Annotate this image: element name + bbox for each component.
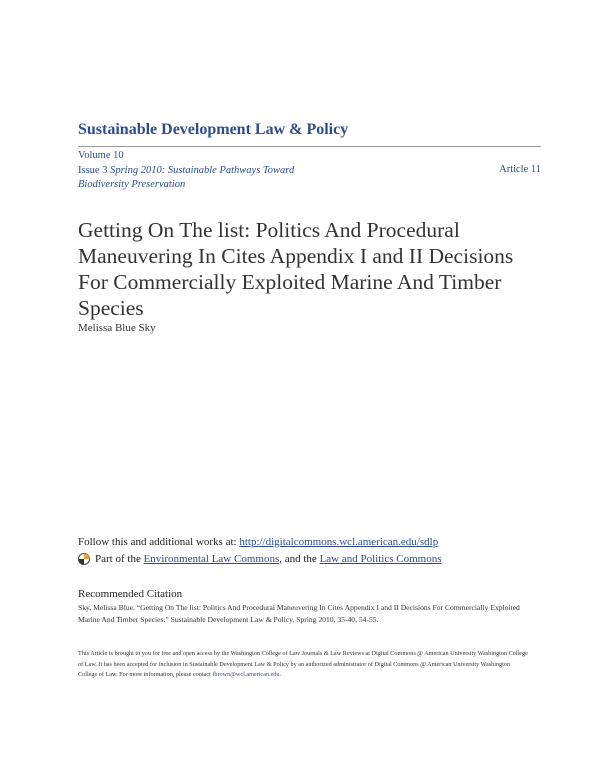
footer-text: This Article is brought to you for free and open access by the Washington College of Law Journals & Law Reviews at Digital Commons @ American University Washington College of Law. It has been accepted for inclusion in Sustainable Development Law & Policy by an authorized administrator of Digital Commons @ American University Washington College of Law. For more information, please contact bbox=[78, 650, 528, 678]
bepress-commons-icon bbox=[78, 553, 90, 565]
issue-theme: Spring 2010: Sustainable Pathways Toward Biodiversity Preservation bbox=[78, 165, 295, 190]
part-of-line bbox=[78, 553, 441, 565]
footer-notice bbox=[78, 649, 528, 681]
law-and-politics-commons-link[interactable]: Law and Politics Commons bbox=[319, 553, 442, 565]
contact-email-link[interactable]: fbrown@wcl.american.edu bbox=[212, 671, 280, 678]
recommended-citation-heading: Recommended Citation bbox=[78, 588, 183, 600]
citation-text: Sky, Melissa Blue. “Getting On The list: Politics And Procedural Maneuvering In Cites Appendix I and II Decisions For Commercially Exploited Marine And Timber Species.” Sustainable Development Law & Policy, Spring 2010, 35-40, 54-55. bbox=[78, 603, 520, 624]
header-divider bbox=[78, 146, 541, 147]
journal-title[interactable]: Sustainable Development Law & Policy bbox=[78, 121, 349, 138]
issue-link[interactable] bbox=[78, 164, 338, 192]
collection-url-link[interactable]: http://digitalcommons.wcl.american.edu/sdlp bbox=[239, 536, 439, 548]
footer-end: . bbox=[279, 671, 282, 678]
follow-text: Follow this and additional works at: bbox=[78, 536, 240, 548]
issue-number: Issue 3 bbox=[78, 165, 111, 176]
part-of-prefix: Part of the bbox=[95, 553, 141, 565]
environmental-law-commons-link[interactable]: Environmental Law Commons bbox=[143, 553, 280, 565]
article-title: Getting On The list: Politics And Procedural Maneuvering In Cites Appendix I and II Decisions For Commercially Exploited Marine And Timber Species bbox=[78, 218, 514, 320]
article-link[interactable]: Article 11 bbox=[499, 164, 541, 175]
author-name: Melissa Blue Sky bbox=[78, 322, 156, 334]
follow-line bbox=[78, 536, 438, 548]
part-of-middle: , and the bbox=[279, 553, 317, 565]
volume-link[interactable]: Volume 10 bbox=[78, 150, 124, 161]
